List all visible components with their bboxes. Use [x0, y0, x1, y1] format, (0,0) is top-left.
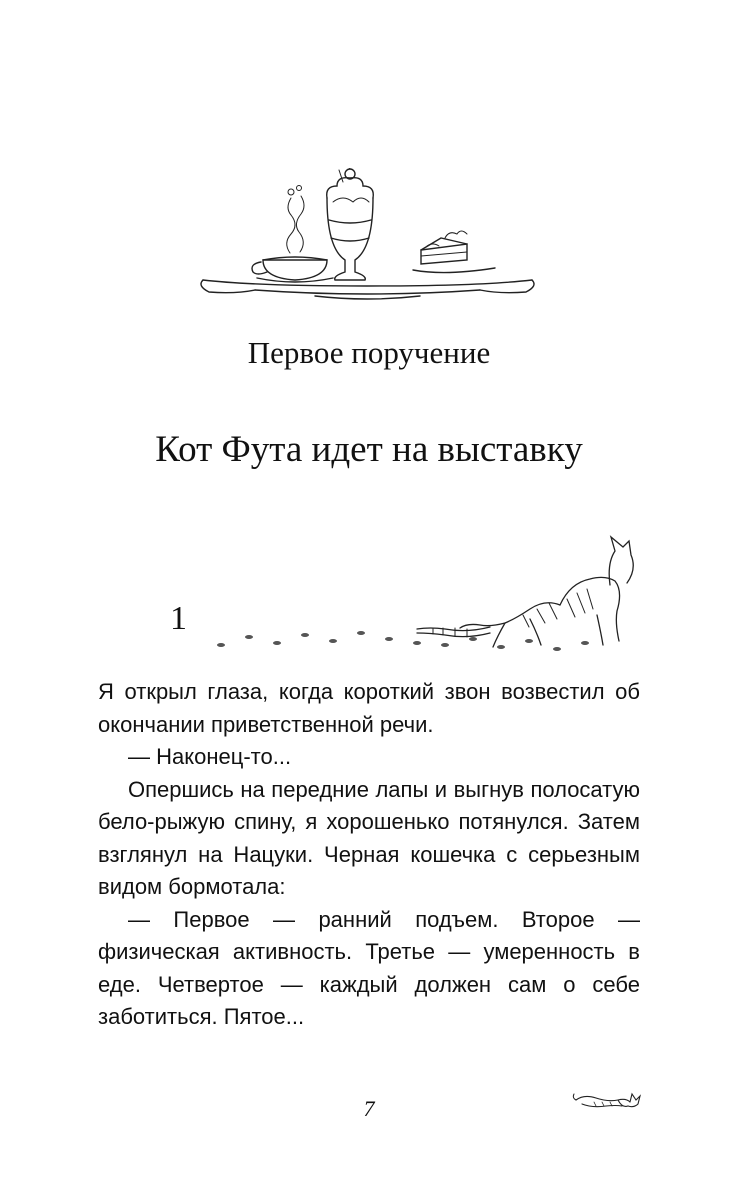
walking-cat-with-paw-prints-icon [205, 533, 645, 658]
part-title: Первое поручение [247, 335, 491, 370]
body-text [98, 676, 640, 1034]
paragraph-2: — Наконец-то... [128, 744, 292, 769]
paragraph-4: — Первое — ранний подъем. Второе — физическая активность. Третье — умеренность в еде. Четвертое — каждый должен сам о себе заботиться. Пятое... [98, 906, 640, 1029]
tray-with-cup-parfait-cake-icon [195, 168, 540, 308]
section-number: 1 [170, 600, 187, 637]
page-number: 7 [363, 1096, 375, 1121]
paragraph-3: Опершись на передние лапы и выгнув полосатую бело-рыжую спину, я хорошенько потянулся. Затем взглянул на Нацуки. Черная кошечка с серьезным видом бормотала: [98, 776, 640, 899]
small-lying-cat-icon [572, 1088, 642, 1114]
chapter-title: Кот Фута идет на выставку [155, 429, 583, 470]
paragraph-1: Я открыл глаза, когда короткий звон возвестил об окончании приветственной речи. [98, 679, 640, 737]
